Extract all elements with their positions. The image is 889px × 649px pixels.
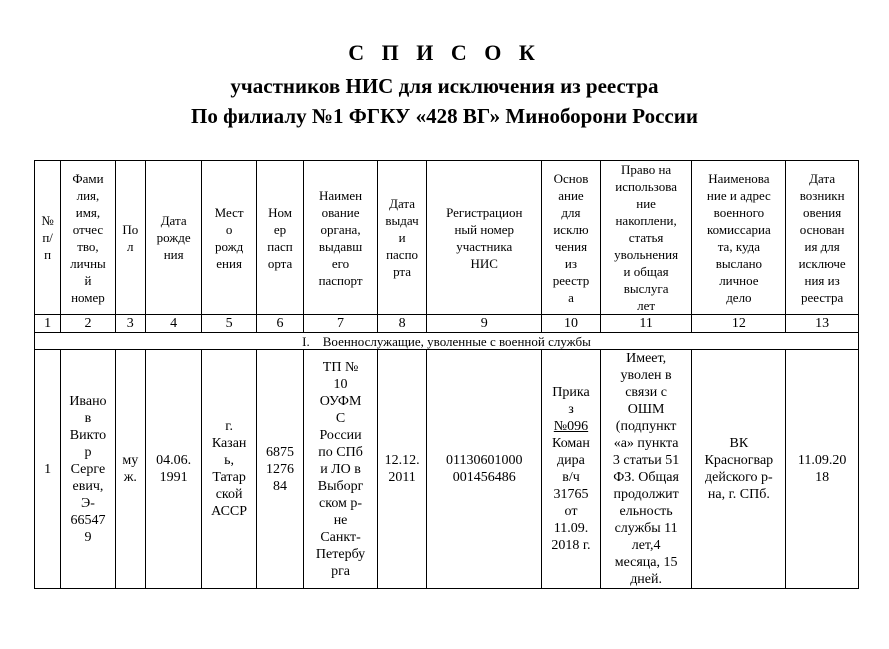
column-header-basis: Основ ание для исклю чения из реестр а bbox=[542, 161, 600, 315]
table-header-row bbox=[35, 161, 859, 315]
column-number: 3 bbox=[115, 315, 145, 333]
column-number: 9 bbox=[427, 315, 542, 333]
column-header-basis-date: Дата возникн овения основан ия для исключе ния из реестра bbox=[786, 161, 859, 315]
section-title: I. Военнослужащие, уволенные с военной службы bbox=[35, 333, 859, 350]
cell-basis bbox=[542, 350, 600, 589]
cell-sex: му ж. bbox=[115, 350, 145, 589]
column-number: 13 bbox=[786, 315, 859, 333]
cell-issuer: ТП № 10 ОУФМ С России по СПб и ЛО в Выборг ском р- не Санкт- Петербу рга bbox=[304, 350, 378, 589]
column-header-num: № п/ п bbox=[35, 161, 61, 315]
column-number: 6 bbox=[256, 315, 303, 333]
document-title: С П И С О К bbox=[348, 40, 541, 65]
cell-passport-number: 6875 1276 84 bbox=[256, 350, 303, 589]
column-header-passport-number: Ном ер пасп орта bbox=[256, 161, 303, 315]
cell-right: Имеет, уволен в связи с ОШМ (подпункт «а» пункта 3 статьи 51 ФЗ. Общая продолжит ельность службы 11 лет,4 месяца, 15 дней. bbox=[600, 350, 692, 589]
cell-commissariat: ВК Красногвар дейского р- на, г. СПб. bbox=[692, 350, 786, 589]
column-header-commissariat: Наименова ние и адрес военного комиссариа та, куда выслано личное дело bbox=[692, 161, 786, 315]
document-branch-line: По филиалу №1 ФГКУ «428 ВГ» Миноборони России bbox=[191, 104, 698, 128]
cell-issue-date: 12.12. 2011 bbox=[377, 350, 426, 589]
column-header-sex: По л bbox=[115, 161, 145, 315]
cell-name: Ивано в Викто р Сергe евич, Э- 66547 9 bbox=[61, 350, 115, 589]
cell-reg-number: 01130601000 001456486 bbox=[427, 350, 542, 589]
column-number: 8 bbox=[377, 315, 426, 333]
cell-num: 1 bbox=[35, 350, 61, 589]
column-number: 12 bbox=[692, 315, 786, 333]
table-row bbox=[35, 350, 859, 589]
column-header-name: Фами лия, имя, отчес тво, личны й номер bbox=[61, 161, 115, 315]
column-number: 2 bbox=[61, 315, 115, 333]
basis-order-details: Коман дира в/ч 31765 от 11.09. 2018 г. bbox=[551, 436, 591, 553]
column-header-birth-place: Мест о рожд ения bbox=[202, 161, 256, 315]
column-number: 7 bbox=[304, 315, 378, 333]
column-number-row bbox=[35, 315, 859, 333]
exclusion-list-table bbox=[34, 160, 859, 589]
column-number: 5 bbox=[202, 315, 256, 333]
basis-order-number: №096 bbox=[553, 419, 589, 434]
cell-birth-date: 04.06. 1991 bbox=[145, 350, 201, 589]
column-number: 11 bbox=[600, 315, 692, 333]
column-number: 4 bbox=[145, 315, 201, 333]
column-header-reg-number: Регистрацион ный номер участника НИС bbox=[427, 161, 542, 315]
column-header-birth-date: Дата рожде ния bbox=[145, 161, 201, 315]
cell-birth-place: г. Казан ь, Татар ской АССР bbox=[202, 350, 256, 589]
column-header-issue-date: Дата выдач и паспо рта bbox=[377, 161, 426, 315]
section-row bbox=[35, 333, 859, 350]
document-subtitle: участников НИС для исключения из реестра bbox=[230, 74, 659, 98]
column-header-issuer: Наимен ование органа, выдавш его паспорт bbox=[304, 161, 378, 315]
column-number: 10 bbox=[542, 315, 600, 333]
column-header-right: Право на использова ние накоплени, статья увольнения и общая выслуга лет bbox=[600, 161, 692, 315]
basis-order-word: Прика з bbox=[552, 385, 590, 417]
cell-basis-date: 11.09.20 18 bbox=[786, 350, 859, 589]
column-number: 1 bbox=[35, 315, 61, 333]
